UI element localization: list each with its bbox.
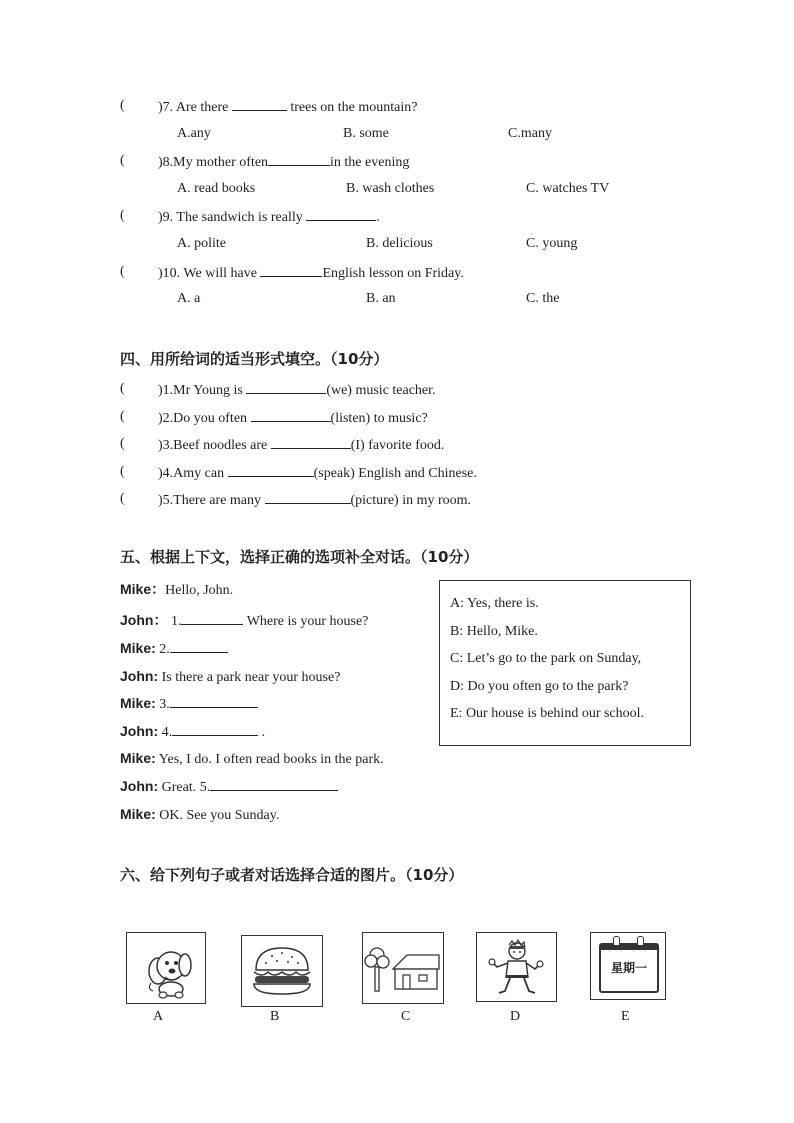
calendar-icon <box>599 943 659 993</box>
question-text: )9. The sandwich is really . <box>158 210 380 225</box>
speaker: Mike: <box>120 695 156 711</box>
question-text: )7. Are there trees on the mountain? <box>158 100 418 115</box>
picture-d-label: D <box>510 1009 521 1024</box>
kungfu-boy-icon <box>477 933 556 1001</box>
picture-a[interactable] <box>126 932 206 1004</box>
answer-blank[interactable] <box>228 464 314 477</box>
speaker: Mike: <box>120 750 156 766</box>
answer-blank[interactable] <box>271 436 351 449</box>
option-a: A.any <box>177 126 211 141</box>
answer-blank[interactable] <box>251 409 331 422</box>
answer-blank[interactable] <box>260 264 322 277</box>
item-text: )3.Beef noodles are (I) favorite food. <box>158 438 445 453</box>
dialogue-line: Mike：Hello, John. <box>120 581 234 598</box>
answer-blank[interactable] <box>210 778 338 791</box>
option-c: C. young <box>526 236 578 251</box>
speaker: Mike: <box>120 806 156 822</box>
speaker: John： <box>120 612 168 628</box>
speaker: Mike: <box>120 640 156 656</box>
option-b: B. an <box>366 291 396 306</box>
option-d: D: Do you often go to the park? <box>450 679 629 694</box>
answer-paren: ( <box>120 153 125 168</box>
answer-blank[interactable] <box>265 491 351 504</box>
option-c: C. watches TV <box>526 181 610 196</box>
picture-c[interactable] <box>362 932 444 1004</box>
section-6-title: 六、给下列句子或者对话选择合适的图片。（10分） <box>120 866 464 884</box>
item-text: )2.Do you often (listen) to music? <box>158 411 428 426</box>
dialogue-line: Mike: 3. <box>120 695 258 713</box>
dialogue-line: Mike: Yes, I do. I often read books in the park. <box>120 750 384 767</box>
hamburger-icon <box>242 936 322 1006</box>
dialogue-line: John: Is there a park near your house? <box>120 668 341 685</box>
calendar-text: 星期一 <box>610 961 647 975</box>
answer-blank[interactable] <box>170 640 228 653</box>
answer-blank[interactable] <box>306 208 376 221</box>
option-b: B: Hello, Mike. <box>450 624 538 639</box>
answer-paren: ( <box>120 381 125 396</box>
house-tree-icon <box>363 933 443 1003</box>
option-b: B. some <box>343 126 389 141</box>
question-text: )8.My mother often in the evening <box>158 155 410 170</box>
option-b: B. delicious <box>366 236 433 251</box>
answer-blank[interactable] <box>170 695 258 708</box>
picture-a-label: A <box>153 1009 164 1024</box>
section-4-title: 四、用所给词的适当形式填空。（10分） <box>120 350 389 368</box>
picture-b-label: B <box>270 1009 280 1024</box>
option-b: B. wash clothes <box>346 181 435 196</box>
option-a: A. polite <box>177 236 226 251</box>
item-text: )1.Mr Young is (we) music teacher. <box>158 383 436 398</box>
item-text: )4.Amy can (speak) English and Chinese. <box>158 466 477 481</box>
speaker: John: <box>120 668 159 684</box>
speaker: Mike： <box>120 581 166 597</box>
option-a: A. a <box>177 291 201 306</box>
answer-paren: ( <box>120 264 125 279</box>
picture-b[interactable] <box>241 935 323 1007</box>
answer-blank[interactable] <box>268 153 330 166</box>
dialogue-line: Mike: 2. <box>120 640 228 658</box>
picture-d[interactable] <box>476 932 557 1002</box>
item-text: )5.There are many (picture) in my room. <box>158 493 472 508</box>
answer-blank[interactable] <box>172 723 258 736</box>
section-5-title: 五、根据上下文，选择正确的选项补全对话。（10分） <box>120 548 479 566</box>
speaker: John: <box>120 778 159 794</box>
picture-e[interactable] <box>590 932 666 1000</box>
option-e: E: Our house is behind our school. <box>450 706 645 721</box>
answer-paren: ( <box>120 436 125 451</box>
option-c: C.many <box>508 126 552 141</box>
option-c: C. the <box>526 291 560 306</box>
answer-paren: ( <box>120 491 125 506</box>
dialogue-line: John: 4. . <box>120 723 266 740</box>
option-a: A. read books <box>177 181 256 196</box>
question-text: )10. We will have English lesson on Friday. <box>158 266 464 281</box>
answer-blank[interactable] <box>181 612 243 625</box>
answer-paren: ( <box>120 98 125 113</box>
picture-e-label: E <box>621 1009 630 1024</box>
dog-icon <box>127 933 205 1003</box>
answer-blank[interactable] <box>246 381 326 394</box>
answer-paren: ( <box>120 208 125 223</box>
option-a: A: Yes, there is. <box>450 596 539 611</box>
option-c: C: Let’s go to the park on Sunday, <box>450 651 642 666</box>
dialogue-line: John: Great. 5. <box>120 778 338 796</box>
picture-c-label: C <box>401 1009 411 1024</box>
answer-blank[interactable] <box>232 98 287 111</box>
calendar-header <box>601 945 657 950</box>
answer-paren: ( <box>120 409 125 424</box>
options-box <box>439 580 691 746</box>
speaker: John: <box>120 723 159 739</box>
answer-paren: ( <box>120 464 125 479</box>
dialogue-line: John： 1. Where is your house? <box>120 612 369 629</box>
dialogue-line: Mike: OK. See you Sunday. <box>120 806 280 823</box>
